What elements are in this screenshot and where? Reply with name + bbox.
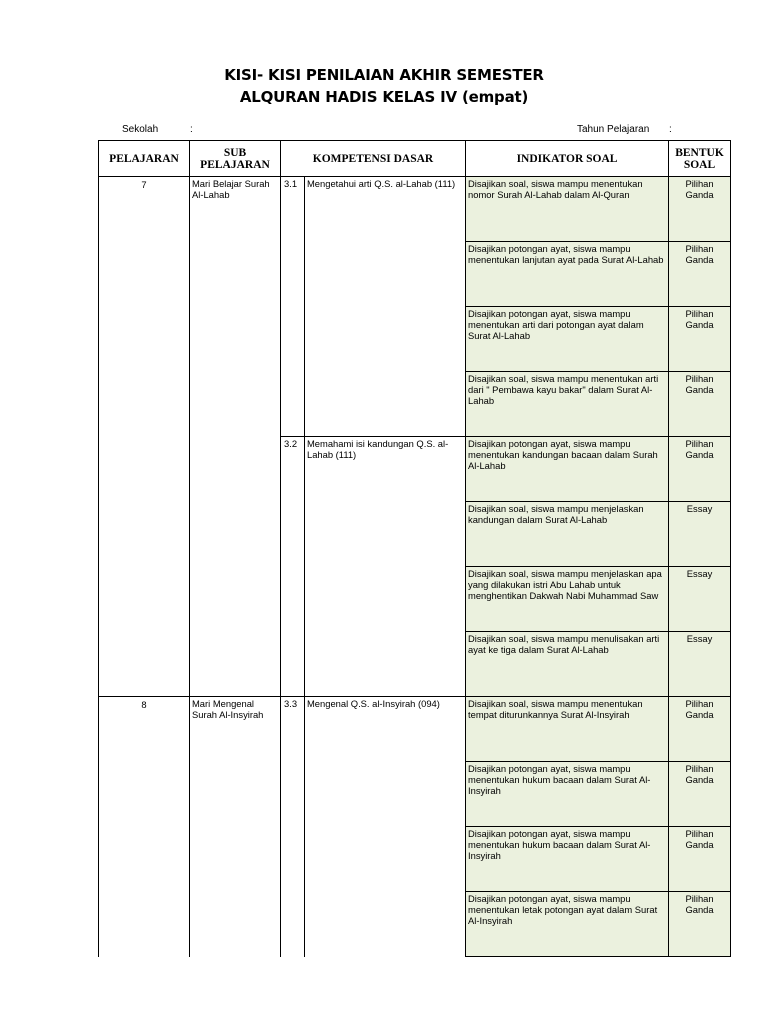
header-bentuk-line2: SOAL — [683, 158, 716, 171]
bentuk-cell: Pilihan Ganda — [669, 242, 731, 307]
sub-pelajaran-cell: Mari Belajar Surah Al-Lahab — [190, 177, 281, 697]
table-row — [99, 177, 731, 242]
header-sub-pelajaran — [190, 141, 281, 177]
kd-text-cell: Memahami isi kandungan Q.S. al-Lahab (111) — [305, 437, 466, 697]
header-kompetensi: KOMPETENSI DASAR — [281, 141, 466, 177]
bentuk-cell: Pilihan Ganda — [669, 177, 731, 242]
indikator-cell: Disajikan potongan ayat, siswa mampu menentukan letak potongan ayat dalam Surat Al-Insyirah — [466, 892, 669, 957]
page-title: KISI- KISI PENILAIAN AKHIR SEMESTER — [224, 66, 544, 84]
table-header-row — [99, 141, 731, 177]
indikator-cell: Disajikan potongan ayat, siswa mampu menentukan lanjutan ayat pada Surat Al-Lahab — [466, 242, 669, 307]
bentuk-cell: Pilihan Ganda — [669, 372, 731, 437]
kd-text-cell: Mengenal Q.S. al-Insyirah (094) — [305, 697, 466, 957]
sekolah-colon: : — [190, 124, 193, 135]
table-row — [99, 697, 731, 762]
indikator-cell: Disajikan soal, siswa mampu menjelaskan kandungan dalam Surat Al-Lahab — [466, 502, 669, 567]
page-subtitle: ALQURAN HADIS KELAS IV (empat) — [239, 88, 529, 106]
indikator-cell: Disajikan soal, siswa mampu menentukan nomor Surah Al-Lahab dalam Al-Quran — [466, 177, 669, 242]
indikator-cell: Disajikan soal, siswa mampu menentukan tempat diturunkannya Surat Al-Insyirah — [466, 697, 669, 762]
header-sub-line2: PELAJARAN — [200, 158, 270, 171]
bentuk-cell: Essay — [669, 567, 731, 632]
sekolah-label: Sekolah — [122, 124, 159, 135]
bentuk-cell: Pilihan Ganda — [669, 892, 731, 957]
bentuk-cell: Essay — [669, 502, 731, 567]
indikator-cell: Disajikan potongan ayat, siswa mampu menentukan arti dari potongan ayat dalam Surat Al-Lahab — [466, 307, 669, 372]
header-bentuk — [669, 141, 731, 177]
indikator-cell: Disajikan potongan ayat, siswa mampu menentukan kandungan bacaan dalam Surah Al-Lahab — [466, 437, 669, 502]
bentuk-cell: Pilihan Ganda — [669, 827, 731, 892]
header-indikator: INDIKATOR SOAL — [466, 141, 669, 177]
indikator-cell: Disajikan soal, siswa mampu menulisakan arti ayat ke tiga dalam Surat Al-Lahab — [466, 632, 669, 697]
bentuk-cell: Pilihan Ganda — [669, 697, 731, 762]
indikator-cell: Disajikan potongan ayat, siswa mampu menentukan hukum bacaan dalam Surat Al-Insyirah — [466, 762, 669, 827]
kd-number-cell: 3.1 — [281, 177, 305, 437]
bentuk-cell: Essay — [669, 632, 731, 697]
bentuk-cell: Pilihan Ganda — [669, 437, 731, 502]
pelajaran-cell: 8 — [99, 697, 190, 957]
kd-number-cell: 3.3 — [281, 697, 305, 957]
indikator-cell: Disajikan soal, siswa mampu menjelaskan apa yang dilakukan istri Abu Lahab untuk menghentikan Dakwah Nabi Muhammad Saw — [466, 567, 669, 632]
kisi-table — [98, 140, 731, 957]
sub-pelajaran-cell: Mari Mengenal Surah Al-Insyirah — [190, 697, 281, 957]
tahun-label: Tahun Pelajaran — [577, 124, 650, 135]
kd-number-cell: 3.2 — [281, 437, 305, 697]
indikator-cell: Disajikan soal, siswa mampu menentukan arti dari " Pembawa kayu bakar" dalam Surat Al-Lahab — [466, 372, 669, 437]
header-sub-line1: SUB — [223, 146, 247, 159]
header-pelajaran: PELAJARAN — [99, 141, 190, 177]
indikator-cell: Disajikan potongan ayat, siswa mampu menentukan hukum bacaan dalam Surat Al-Insyirah — [466, 827, 669, 892]
pelajaran-cell: 7 — [99, 177, 190, 697]
bentuk-cell: Pilihan Ganda — [669, 762, 731, 827]
header-bentuk-line1: BENTUK — [675, 146, 724, 159]
bentuk-cell: Pilihan Ganda — [669, 307, 731, 372]
tahun-colon: : — [669, 124, 672, 135]
kd-text-cell: Mengetahui arti Q.S. al-Lahab (111) — [305, 177, 466, 437]
